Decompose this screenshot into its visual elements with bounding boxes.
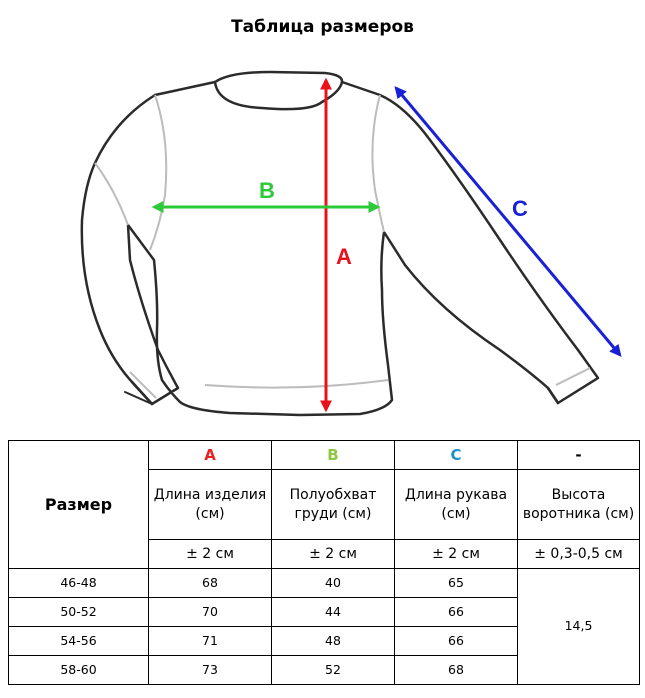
label-a: A xyxy=(336,244,352,269)
column-b-letter: B xyxy=(272,441,395,470)
size-cell: 54-56 xyxy=(9,627,149,656)
column-collar-letter: - xyxy=(518,441,640,470)
length-cell: 68 xyxy=(149,569,272,598)
chest-cell: 52 xyxy=(272,656,395,685)
sweater-diagram xyxy=(0,45,645,430)
chest-cell: 44 xyxy=(272,598,395,627)
table-row xyxy=(9,569,640,598)
size-table xyxy=(8,440,640,685)
sleeve-cell: 65 xyxy=(395,569,518,598)
arrow-c xyxy=(396,88,620,355)
size-cell: 58-60 xyxy=(9,656,149,685)
page-title: Таблица размеров xyxy=(231,17,414,37)
sleeve-cell: 68 xyxy=(395,656,518,685)
column-collar-tolerance: ± 0,3-0,5 см xyxy=(518,540,640,569)
size-header: Размер xyxy=(9,441,149,569)
chest-cell: 40 xyxy=(272,569,395,598)
size-cell: 50-52 xyxy=(9,598,149,627)
label-c: C xyxy=(512,196,528,221)
length-cell: 71 xyxy=(149,627,272,656)
sleeve-cell: 66 xyxy=(395,598,518,627)
length-cell: 70 xyxy=(149,598,272,627)
column-a-letter: A xyxy=(149,441,272,470)
label-b: B xyxy=(259,178,275,203)
collar-height-cell: 14,5 xyxy=(518,569,640,685)
column-a-name: Длина изделия (см) xyxy=(149,470,272,540)
column-a-tolerance: ± 2 см xyxy=(149,540,272,569)
column-c-tolerance: ± 2 см xyxy=(395,540,518,569)
column-collar-name: Высота воротника (см) xyxy=(518,470,640,540)
column-b-tolerance: ± 2 см xyxy=(272,540,395,569)
size-cell: 46-48 xyxy=(9,569,149,598)
column-c-letter: C xyxy=(395,441,518,470)
length-cell: 73 xyxy=(149,656,272,685)
chest-cell: 48 xyxy=(272,627,395,656)
column-b-name: Полуобхват груди (см) xyxy=(272,470,395,540)
sleeve-cell: 66 xyxy=(395,627,518,656)
column-c-name: Длина рукава (см) xyxy=(395,470,518,540)
